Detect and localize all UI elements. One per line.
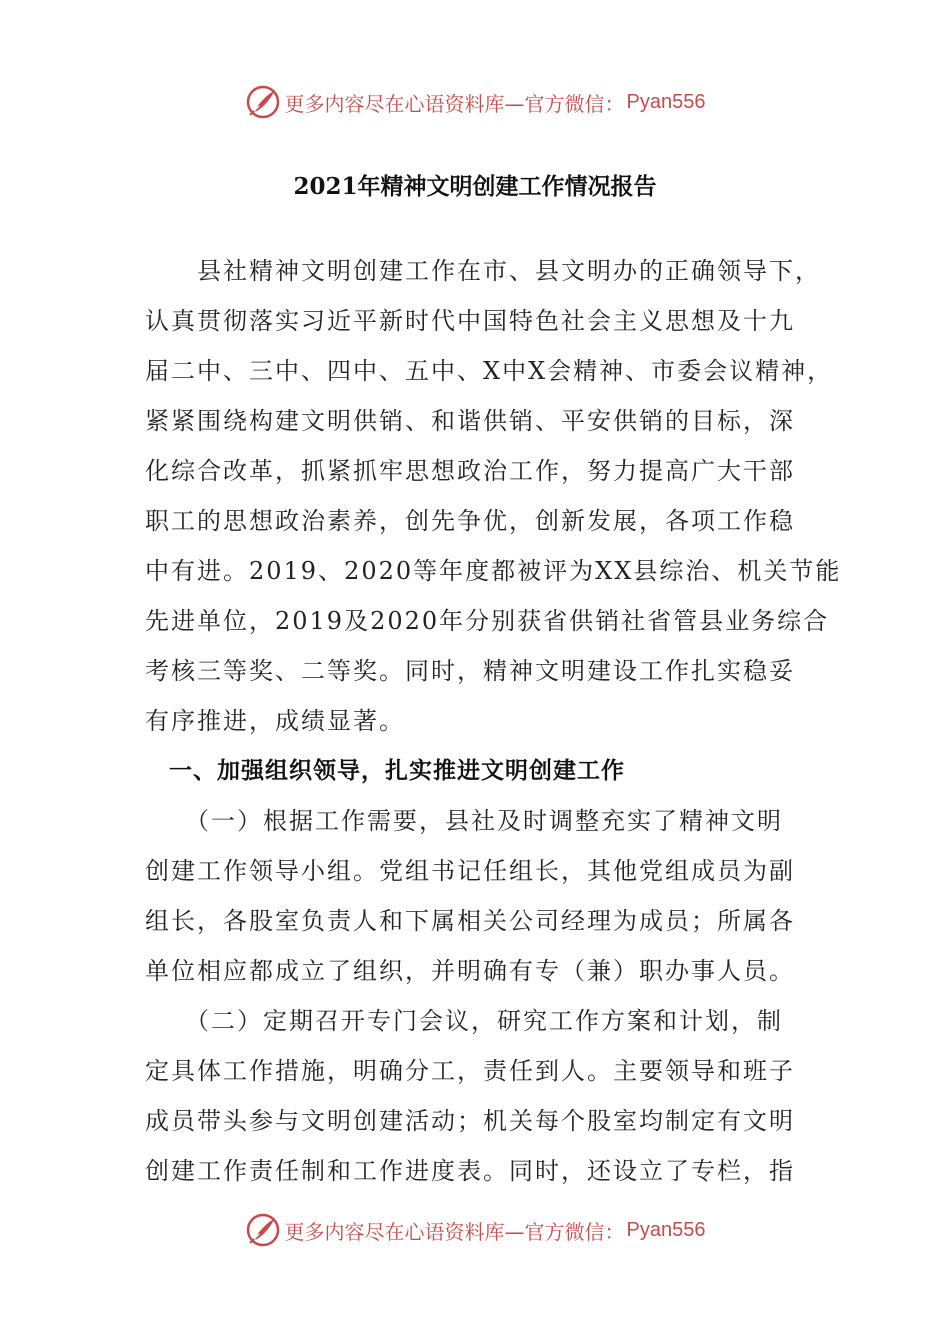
footer-banner (0, 1210, 950, 1250)
text-line: （二）定期召开专门会议，研究工作方案和计划，制 (145, 1007, 783, 1035)
header-banner (0, 82, 950, 122)
quill-pen-icon (245, 1212, 281, 1248)
section-heading: 一、加强组织领导，扎实推进文明创建工作 (145, 758, 625, 784)
text-line: 紧紧围绕构建文明供销、和谐供销、平安供销的目标，深 (145, 407, 795, 435)
document-title: 2021年精神文明创建工作情况报告 (293, 173, 657, 200)
text-line: 定具体工作措施，明确分工，责任到人。主要领导和班子 (145, 1057, 795, 1085)
text-line: 化综合改革，抓紧抓牢思想政治工作，努力提高广大干部 (145, 457, 795, 485)
document-body (145, 250, 842, 1200)
text-line: 成员带头参与文明创建活动；机关每个股室均制定有文明 (145, 1107, 795, 1135)
wechat-id: Pyan556 (626, 90, 706, 113)
text-line: 有序推进，成绩显著。 (145, 707, 405, 735)
quill-pen-icon (245, 84, 281, 120)
text-line: 职工的思想政治素养，创先争优，创新发展，各项工作稳 (145, 507, 795, 535)
banner-text: 更多内容尽在心语资料库—官方微信： (284, 1219, 625, 1244)
text-line: 先进单位，2019及2020年分别获省供销社省管县业务综合 (145, 607, 830, 635)
text-line: 届二中、三中、四中、五中、X中X会精神、市委会议精神， (145, 357, 834, 385)
text-line: 创建工作领导小组。党组书记任组长，其他党组成员为副 (145, 857, 795, 885)
text-line: 组长，各股室负责人和下属相关公司经理为成员；所属各 (145, 907, 795, 935)
text-line: 创建工作责任制和工作进度表。同时，还设立了专栏，指 (145, 1157, 795, 1185)
text-line: 中有进。2019、2020等年度都被评为XX县综治、机关节能 (145, 557, 842, 585)
text-line: 认真贯彻落实习近平新时代中国特色社会主义思想及十九 (145, 307, 795, 335)
text-line: 考核三等奖、二等奖。同时，精神文明建设工作扎实稳妥 (145, 657, 795, 685)
text-line: 县社精神文明创建工作在市、县文明办的正确领导下， (145, 257, 821, 285)
banner-text: 更多内容尽在心语资料库—官方微信： (284, 91, 625, 116)
text-line: 单位相应都成立了组织，并明确有专（兼）职办事人员。 (145, 957, 795, 985)
wechat-id: Pyan556 (626, 1218, 706, 1241)
text-line: （一）根据工作需要，县社及时调整充实了精神文明 (145, 807, 783, 835)
